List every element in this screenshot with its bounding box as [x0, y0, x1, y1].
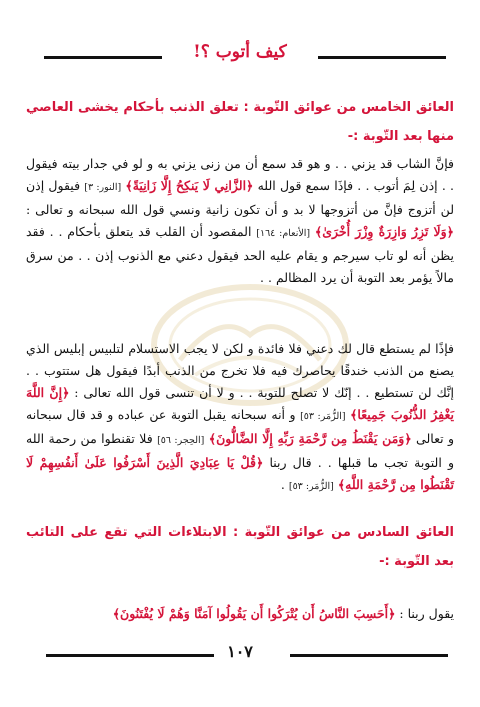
page-number: ١٠٧: [227, 642, 253, 661]
quran-verse: ﴿الزَّانِي لَا يَنكِحُ إِلَّا زَانِيَةً﴾: [125, 178, 254, 193]
text-run: .: [280, 477, 289, 492]
text-run: و أنه سبحانه يقبل التوبة عن عباده و قد قال سبحانه و تعالى: [26, 407, 454, 446]
section-heading-5: العائق الخامس من عوائق التّوبة : تعلق الذنب بأحكام يخشى العاصي منها بعد التّوبة :-: [26, 100, 454, 144]
paragraph-2: [26, 338, 454, 498]
verse-reference: [الزُّمَر: ٥٣]: [300, 411, 346, 422]
quran-verse: ﴿وَمَن يَقْنَطُ مِن رَّحْمَةِ رَبِّهِ إِلَّا الضَّالُّونَ﴾: [208, 431, 412, 446]
page-header: [24, 40, 456, 80]
header-rule-right: [318, 56, 446, 59]
verse-reference: [الحِجر: ٥٦]: [157, 435, 205, 446]
paragraph-1: [26, 153, 454, 289]
quran-verse: ﴿إِنَّ اللَّهَ يَغْفِرُ الذُّنُوبَ جَمِيعًا﴾: [26, 385, 454, 422]
paragraph-3: [26, 603, 454, 625]
quran-verse: ﴿أَحَسِبَ النَّاسُ أَن يُتْرَكُوا أَن يَقُولُوا آمَنَّا وَهُمْ لَا يُفْتَنُونَ﴾: [112, 606, 396, 621]
quran-verse: ﴿قُلْ يَا عِبَادِيَ الَّذِينَ أَسْرَفُوا عَلَىٰ أَنفُسِهِمْ لَا تَقْنَطُوا مِن رَّحْمَةِ اللَّهِ﴾: [26, 455, 454, 492]
verse-reference: [النور: ٣]: [84, 182, 122, 193]
text-run: فإنَّ الشاب قد يزني . . و هو قد سمع أن من زنى يزني به و لو في جدار بيته فيقول . . إذن لِمَ أتوب . . فإذَا سمع قول الله: [26, 156, 454, 193]
running-title: كيف أتوب ؟!: [193, 42, 287, 62]
text-run: المقصود أن القلب قد يتعلق بأحكام . . فقد يظن أنه لو تاب سيرجم و يقام عليه الحد فيقول دعني مع الذنوب إذن . . من سرق مالاً يؤمر بعد التوبة أن يرد المظالم . .: [26, 224, 454, 285]
text-run: يقول ربنا :: [395, 606, 454, 621]
section-heading-6: العائق السادس من عوائق التّوبة : الابتلاءات التي تقع على التائب بعد التّوبة :-: [26, 525, 454, 569]
text-run: فلا تقنطوا من رحمة الله و التوبة تجب ما قبلها . . قال ربنا: [26, 431, 454, 470]
text-run: فإذًا لم يستطع قال لك دعني فلا فائدة و لكن لا يجب الاستسلام لتلبيس إبليس الذي يصنع من الذنب خندقًا يحاصرك فيه فلا تخرج من الذنب أبدًا فيقول هل ستتوب . . إنَّك لن تستطيع . . إنّك لا تصلح للتوبة . . و لا أن تنسى قول الله تعالى :: [26, 341, 454, 400]
text-run: فيقول إذن لن أتزوج فإنَّ من أتزوجها لا بد و أن تكون زانية ونسي قول الله سبحانه و تعالى :: [26, 178, 454, 217]
footer-rule-right: [290, 654, 448, 657]
quran-verse: ﴿وَلَا تَزِرُ وَازِرَةٌ وِزْرَ أُخْرَىٰ﴾: [314, 224, 454, 239]
page-footer: [24, 640, 456, 680]
verse-reference: [الزُّمَر: ٥٣]: [288, 481, 334, 492]
verse-reference: [الأنعام: ١٦٤]: [256, 228, 311, 239]
